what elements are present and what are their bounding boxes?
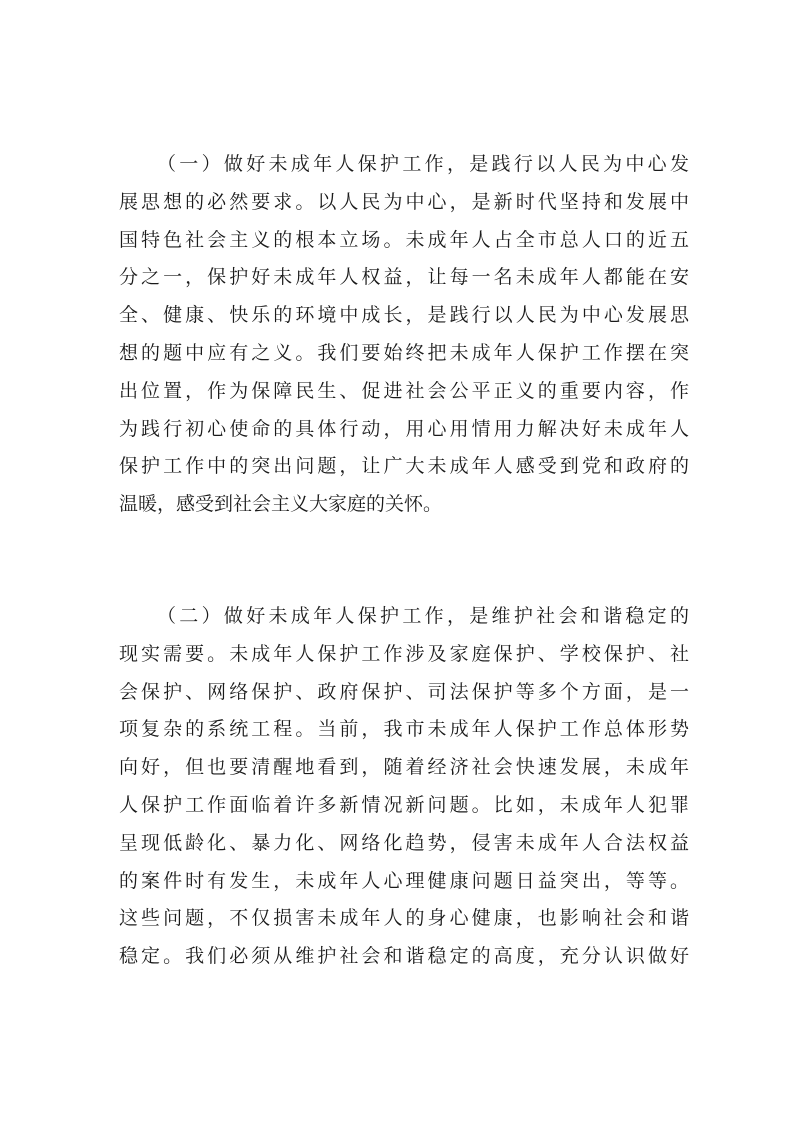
paragraph-1 bbox=[119, 146, 689, 524]
paragraph-line: 项复杂的系统工程。当前，我市未成年人保护工作总体形势 bbox=[119, 718, 689, 741]
paragraph-line: 分之一，保护好未成年人权益，让每一名未成年人都能在安 bbox=[119, 266, 689, 289]
paragraph-line: 呈现低龄化、暴力化、网络化趋势，侵害未成年人合法权益 bbox=[119, 831, 689, 854]
paragraph-line: （二）做好未成年人保护工作，是维护社会和谐稳定的 bbox=[157, 605, 689, 627]
paragraph-line: 现实需要。未成年人保护工作涉及家庭保护、学校保护、社 bbox=[119, 642, 689, 665]
paragraph-line: 全、健康、快乐的环境中成长，是践行以人民为中心发展思 bbox=[119, 304, 689, 327]
paragraph-line: 稳定。我们必须从维护社会和谐稳定的高度，充分认识做好 bbox=[119, 945, 689, 968]
paragraph-line: 向好，但也要清醒地看到，随着经济社会快速发展，未成年 bbox=[119, 756, 689, 779]
paragraph-line: 想的题中应有之义。我们要始终把未成年人保护工作摆在突 bbox=[119, 341, 689, 364]
paragraph-line: 会保护、网络保护、政府保护、司法保护等多个方面，是一 bbox=[119, 680, 689, 703]
paragraph-line: 为践行初心使命的具体行动，用心用情用力解决好未成年人 bbox=[119, 417, 689, 440]
paragraph-line: （一）做好未成年人保护工作，是践行以人民为中心发 bbox=[157, 153, 689, 175]
paragraph-line: 保护工作中的突出问题，让广大未成年人感受到党和政府的 bbox=[119, 455, 689, 478]
paragraph-line: 的案件时有发生，未成年人心理健康问题日益突出，等等。 bbox=[119, 869, 689, 892]
paragraph-2 bbox=[119, 598, 689, 976]
paragraph-line: 人保护工作面临着许多新情况新问题。比如，未成年人犯罪 bbox=[119, 793, 689, 816]
paragraph-line: 温暖，感受到社会主义大家庭的关怀。 bbox=[119, 493, 443, 516]
paragraph-line: 出位置，作为保障民生、促进社会公平正义的重要内容，作 bbox=[119, 379, 689, 402]
paragraph-line: 展思想的必然要求。以人民为中心，是新时代坚持和发展中 bbox=[119, 190, 689, 213]
paragraph-line: 国特色社会主义的根本立场。未成年人占全市总人口的近五 bbox=[119, 228, 689, 251]
paragraph-line: 这些问题，不仅损害未成年人的身心健康，也影响社会和谐 bbox=[119, 907, 689, 930]
